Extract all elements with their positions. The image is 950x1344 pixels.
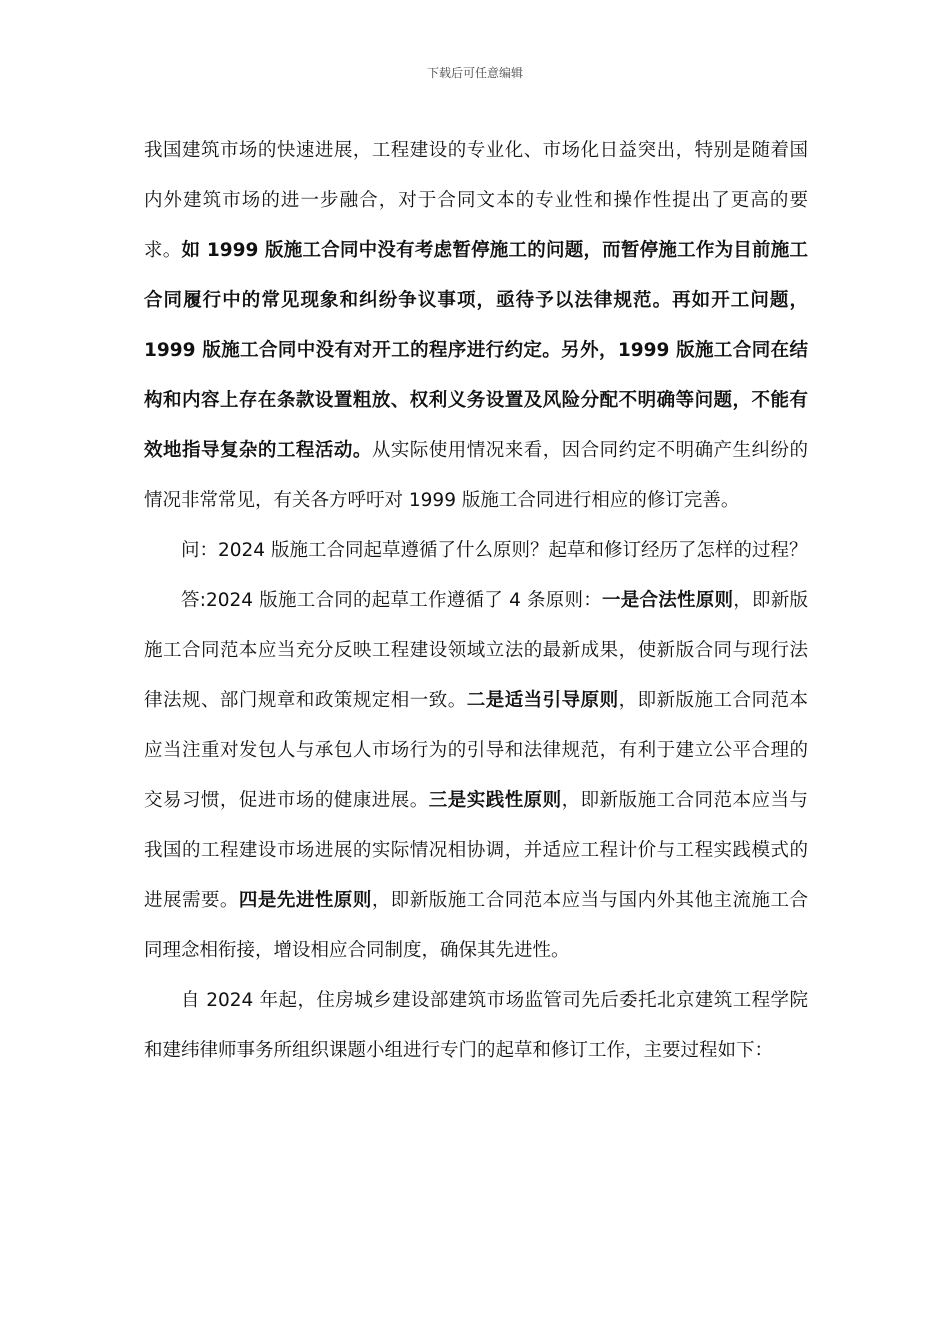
paragraph-background [144, 126, 808, 526]
text-run: ，即新版施工合同范本应当与国内外其他主流施工合同理念相衔接，增设相应合同制度，确保其先进性。 [144, 890, 808, 961]
bold-text-run: 四是先进性原则 [238, 890, 372, 911]
text-run: ，即新版施工合同范本应当注重对发包人与承包人市场行为的引导和法律规范，有利于建立公平合理的交易习惯，促进市场的健康进展。 [144, 690, 808, 811]
paragraph-process [144, 976, 808, 1076]
text-run: 从实际使用情况来看，因合同约定不明确产生纠纷的情况非常常见，有关各方呼吁对 1999 版施工合同进行相应的修订完善。 [144, 440, 808, 511]
document-body [144, 126, 808, 1076]
paragraph-answer [144, 576, 808, 976]
bold-text-run: 二是适当引导原则 [466, 690, 619, 711]
paragraph-question [144, 526, 808, 576]
text-run: 自 2024 年起，住房城乡建设部建筑市场监管司先后委托北京建筑工程学院和建纬律师事务所组织课题小组进行专门的起草和修订工作，主要过程如下： [144, 990, 808, 1061]
bold-text-run: 一是合法性原则 [601, 590, 734, 611]
text-run: ，即新版施工合同范本应当与我国的工程建设市场进展的实际情况相协调，并适应工程计价与工程实践模式的进展需要。 [144, 790, 808, 911]
bold-text-run: 三是实践性原则 [428, 790, 562, 811]
text-run: 我国建筑市场的快速进展，工程建设的专业化、市场化日益突出，特别是随着国内外建筑市场的进一步融合，对于合同文本的专业性和操作性提出了更高的要求。 [144, 140, 808, 261]
bold-text-run: 如 1999 版施工合同中没有考虑暂停施工的问题，而暂停施工作为目前施工合同履行中的常见现象和纠纷争议事项，亟待予以法律规范。再如开工问题，1999 版施工合同中没有对开工的程序进行约定。另外，1999 版施工合同在结构和内容上存在条款设置粗放、权利义务设置及风险分配不明确等问题，不能有效地指导复杂的工程活动。 [144, 240, 808, 461]
page-header: 下载后可任意编辑 [426, 66, 523, 80]
text-run: 答:2024 版施工合同的起草工作遵循了 4 条原则： [181, 590, 602, 611]
text-run: 问：2024 版施工合同起草遵循了什么原则？起草和修订经历了怎样的过程？ [181, 540, 808, 561]
text-run: ，即新版施工合同范本应当充分反映工程建设领域立法的最新成果，使新版合同与现行法律法规、部门规章和政策规定相一致。 [144, 590, 808, 711]
